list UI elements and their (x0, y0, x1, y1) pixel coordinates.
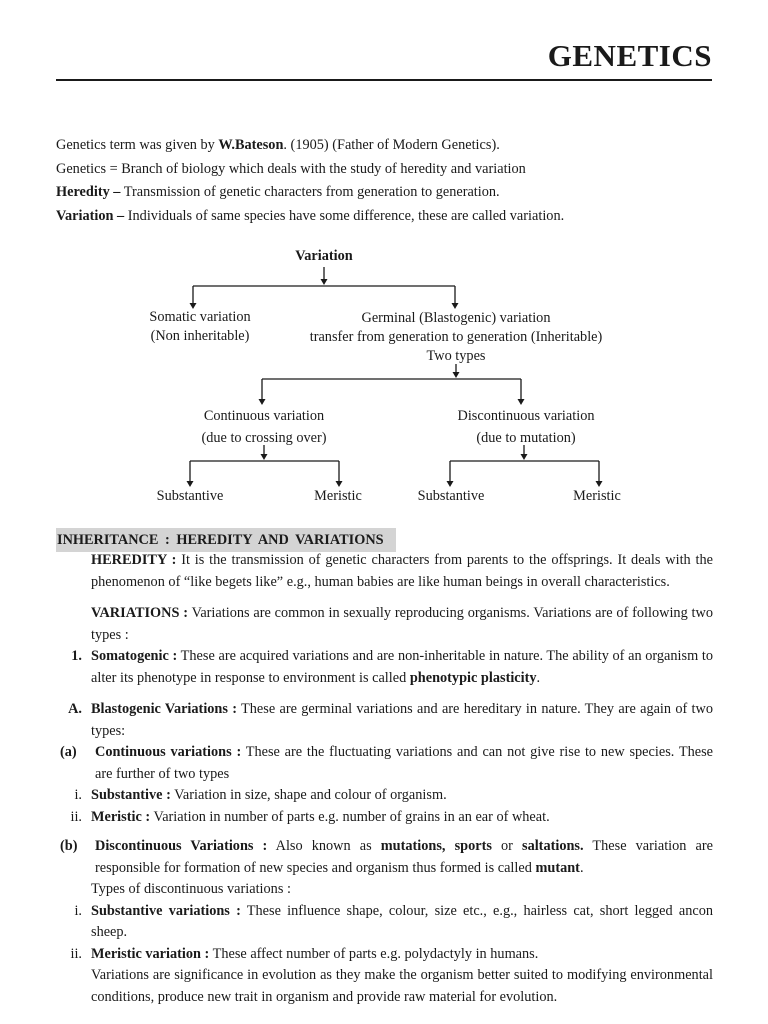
variations-body: Variations are common in sexually reproducing organisms. Variations are of following two types : (91, 605, 713, 643)
continuous-text (95, 742, 713, 785)
list-marker: ii. (70, 945, 82, 962)
root-arrow (321, 279, 328, 285)
discontinuous-item (56, 836, 713, 879)
tree-leaf-meristic-right: Meristic (573, 488, 621, 504)
intro-text: . (1905) (Father of Modern Genetics). (283, 137, 500, 153)
substantive-text (91, 785, 713, 807)
somatogenic-item (56, 646, 713, 689)
meristic-variation-item (56, 944, 713, 966)
blastogenic-item (56, 699, 713, 742)
intro-line-definition: Genetics = Branch of biology which deals with the study of heredity and variation (56, 160, 526, 177)
variation-term: Variation – (56, 207, 125, 224)
tree-leaf-meristic-left: Meristic (314, 488, 362, 504)
discontinuous-text (95, 836, 713, 879)
list-marker: (b) (60, 838, 78, 854)
tree-somatic (149, 308, 250, 346)
list-marker: i. (74, 787, 82, 803)
discontinuous-label: Discontinuous variation (457, 408, 595, 424)
variation-text: Individuals of same species have some difference, these are called variation. (124, 207, 565, 224)
substantive-variations-body: These influence shape, colour, size etc., e.g., hairless cat, short legged ancon sheep. (91, 902, 713, 940)
substantive-variations-item (56, 901, 713, 944)
tree-leaf-substantive-right: Substantive (417, 488, 485, 504)
meristic-variation-text (91, 944, 713, 966)
mutant-term: mutant (535, 859, 580, 876)
meristic-item (56, 807, 713, 829)
intro-block (56, 134, 716, 228)
heredity-body: It is the transmission of genetic characters from parents to the offsprings. It deals with the phenomenon of “like begets like” e.g., human babies are like human beings in overall characteristics. (91, 552, 713, 590)
continuous-term: Continuous variations : (95, 744, 242, 760)
somatogenic-body: These are acquired variations and are non-inheritable in nature. The ability of an organism to alter its phenotype in response to environment is called (91, 648, 713, 686)
mutations-term: mutations, sports (380, 838, 492, 854)
list-marker: A. (68, 701, 82, 717)
saltations-term: saltations. (522, 838, 584, 854)
meristic-variation-term: Meristic variation : (91, 945, 210, 962)
variations-heading: VARIATIONS : (91, 605, 189, 621)
meristic-body: Variation in number of parts e.g. number of grains in an ear of wheat. (150, 808, 550, 825)
germinal-types: Two types (426, 348, 486, 364)
punct: . (579, 859, 584, 876)
types-arrow (453, 372, 460, 378)
somatic-sublabel: (Non inheritable) (150, 328, 250, 344)
tree-root: Variation (295, 248, 353, 264)
blastogenic-body: These are germinal variations and are hereditary in nature. They are again of two types: (91, 701, 713, 739)
intro-line-heredity (56, 181, 716, 205)
substantive-variations-text (91, 901, 713, 944)
spacer (56, 828, 713, 836)
tree-discontinuous (458, 405, 595, 449)
list-marker: 1. (71, 648, 82, 664)
intro-line-variation (56, 205, 716, 229)
continuous-label: Continuous variation (203, 408, 325, 424)
section-body (56, 550, 713, 1008)
substantive-variations-term: Substantive variations : (91, 902, 241, 919)
somatogenic-term: Somatogenic : (91, 648, 178, 664)
discontinuous-body: or (491, 838, 522, 854)
substantive-term: Substantive : (91, 787, 171, 803)
tree-continuous (201, 405, 326, 449)
significance-paragraph: Variations are significance in evolution as they make the organism better suited to modifying environmental conditions, produce new trait in organism and provide raw material for evolution. (91, 967, 713, 1005)
continuous-body: These are the fluctuating variations and can not give rise to new species. These are further of two types (95, 744, 713, 782)
heredity-heading: HEREDITY : (91, 552, 177, 568)
meristic-text (91, 807, 713, 829)
somatic-label: Somatic variation (149, 309, 251, 325)
discontinuous-sublabel: (due to mutation) (476, 430, 576, 446)
meristic-term: Meristic : (91, 808, 151, 825)
continuous-stem-arrow (261, 454, 268, 460)
page-title: GENETICS (547, 38, 712, 73)
heredity-text: Transmission of genetic characters from generation to generation. (120, 184, 500, 200)
spacer (56, 593, 713, 603)
title-rule (56, 79, 712, 81)
types-line: Types of discontinuous variations : (91, 881, 291, 897)
intro-line-bateson (56, 134, 716, 158)
substantive-body: Variation in size, shape and colour of organism. (170, 787, 447, 803)
tree-germinal (310, 309, 603, 366)
list-marker: i. (74, 902, 82, 919)
phenotypic-plasticity-term: phenotypic plasticity (409, 669, 537, 686)
punct: . (536, 669, 541, 686)
intro-text: Genetics term was given by (56, 137, 219, 153)
discontinuous-body: These variation are responsible for formation of new species and organism thus formed is called (95, 838, 713, 876)
intro-bold-name: W.Bateson (218, 137, 284, 153)
meristic-variation-body: These affect number of parts e.g. polydactyly in humans. (209, 945, 539, 962)
discontinuous-term: Discontinuous Variations : (95, 838, 268, 854)
somatogenic-text (91, 646, 713, 689)
heredity-paragraph (56, 550, 713, 593)
spacer (56, 689, 713, 699)
blastogenic-text (91, 699, 713, 742)
variations-paragraph (56, 603, 713, 646)
blastogenic-term: Blastogenic Variations : (91, 701, 238, 717)
discontinuous-stem-arrow (521, 454, 528, 460)
heredity-term: Heredity – (56, 184, 121, 200)
discontinuous-body: Also known as (267, 838, 381, 854)
substantive-item (56, 785, 713, 807)
germinal-sublabel: transfer from generation to generation (Inheritable) (309, 329, 603, 345)
list-marker: (a) (60, 744, 77, 760)
tree-leaf-substantive-left: Substantive (156, 488, 224, 504)
list-marker: ii. (70, 808, 82, 825)
section-heading: INHERITANCE : HEREDITY AND VARIATIONS (56, 528, 396, 552)
germinal-label: Germinal (Blastogenic) variation (361, 310, 551, 326)
continuous-item (56, 742, 713, 785)
continuous-sublabel: (due to crossing over) (201, 430, 327, 446)
